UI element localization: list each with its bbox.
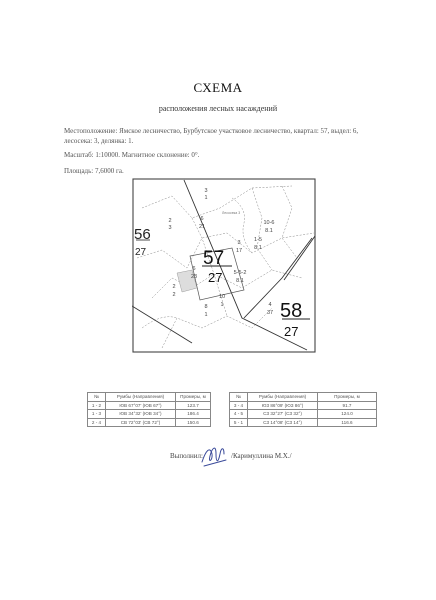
- bearings-table-left: [87, 392, 211, 427]
- table-cell: 123.7: [176, 401, 211, 410]
- vydel-label: 4: [268, 302, 272, 308]
- quarter-label-right: 58: [280, 300, 303, 322]
- table-header: Промеры, м: [176, 393, 211, 402]
- bearings-table-right: [229, 392, 377, 427]
- vydel-label: 1: [204, 195, 208, 201]
- quarter-label-center: 57: [203, 248, 225, 269]
- vydel-label: 3: [204, 188, 208, 194]
- signature-name: /Каримуллина М.Х./: [231, 452, 292, 460]
- document-title: СХЕМА: [193, 80, 243, 95]
- vydel-label: 1-5: [254, 237, 262, 243]
- table-cell: ЮВ 67°07' (ЮВ 67°): [106, 401, 176, 410]
- table-cell: СВ 72°03' (СВ 72°): [106, 418, 176, 427]
- vydel-label: 2: [172, 292, 176, 298]
- table-row: [88, 418, 211, 427]
- table-cell: 5 - 1: [230, 418, 248, 427]
- table-cell: 3 - 4: [230, 401, 248, 410]
- table-header: Промеры, м: [318, 393, 377, 402]
- table-cell: 124.0: [318, 410, 377, 419]
- table-cell: 91.7: [318, 401, 377, 410]
- table-row: [230, 401, 377, 410]
- vydel-label: 8.1: [254, 245, 262, 251]
- vydel-label: 2: [168, 218, 172, 224]
- table-cell: 150.6: [176, 418, 211, 427]
- table-cell: 2 - 4: [88, 418, 106, 427]
- vydel-label: 8.1: [236, 278, 244, 284]
- vydel-label: 5-5-2: [233, 270, 247, 276]
- table-header: №: [230, 393, 248, 402]
- vydel-label: 2: [172, 284, 176, 290]
- table-header: Румбы (Направления): [106, 393, 176, 402]
- table-cell: ЮВ 34°32' (ЮВ 34°): [106, 410, 176, 419]
- table-cell: 4 - 5: [230, 410, 248, 419]
- document-subtitle: расположения лесных насаждений: [158, 104, 278, 113]
- area-info: Площадь: 7,6000 га.: [64, 167, 124, 175]
- table-cell: 1 - 3: [88, 410, 106, 419]
- vydel-label: 8: [204, 304, 208, 310]
- table-header: №: [88, 393, 106, 402]
- vydel-label: 6: [192, 266, 196, 272]
- vydel-label: 6: [200, 216, 204, 222]
- cutting-area-note: Лесосека 3: [222, 211, 241, 215]
- vydel-label: 17: [235, 248, 243, 254]
- table-cell: 186.4: [176, 410, 211, 419]
- signature-label: Выполнил:: [170, 452, 203, 460]
- quarter-label-left: 56: [134, 226, 151, 243]
- table-cell: СЗ 14°08' (СЗ 14°): [248, 418, 318, 427]
- vydel-label: 1: [204, 312, 208, 318]
- table-row: [230, 418, 377, 427]
- scale-info: Масштаб: 1:10000. Магнитное склонение: 0°.: [64, 151, 200, 159]
- quarter-label-center-sub: 27: [208, 270, 223, 285]
- table-cell: 1 - 2: [88, 401, 106, 410]
- table-row: [88, 410, 211, 419]
- vydel-label: 21: [198, 224, 206, 230]
- handwritten-signature: [198, 440, 232, 470]
- table-header: Румбы (Направления): [248, 393, 318, 402]
- table-row: [230, 410, 377, 419]
- vydel-label: 8.1: [265, 228, 273, 234]
- table-cell: ЮЗ 86°09' (ЮЗ 86°): [248, 401, 318, 410]
- vydel-label: 10-6: [263, 220, 275, 226]
- location-info: Местоположение: Ямское лесничество, Бурбутское участковое лесничество, квартал: 57, выдел: 6, лесосека: 3, делянка: 1.: [64, 127, 359, 145]
- table-cell: 116.6: [318, 418, 377, 427]
- vydel-label: 1: [220, 302, 224, 308]
- vydel-label: 10: [218, 294, 226, 300]
- table-cell: СЗ 32°27' (СЗ 32°): [248, 410, 318, 419]
- vydel-label: 3: [237, 240, 241, 246]
- vydel-label: 3: [168, 225, 172, 231]
- quarter-label-left-sub: 27: [135, 247, 147, 258]
- table-row: [88, 401, 211, 410]
- forest-plan-map: [132, 178, 316, 353]
- quarter-label-right-sub: 27: [284, 324, 299, 339]
- vydel-label: 37: [266, 310, 274, 316]
- vydel-label: 23: [190, 274, 198, 280]
